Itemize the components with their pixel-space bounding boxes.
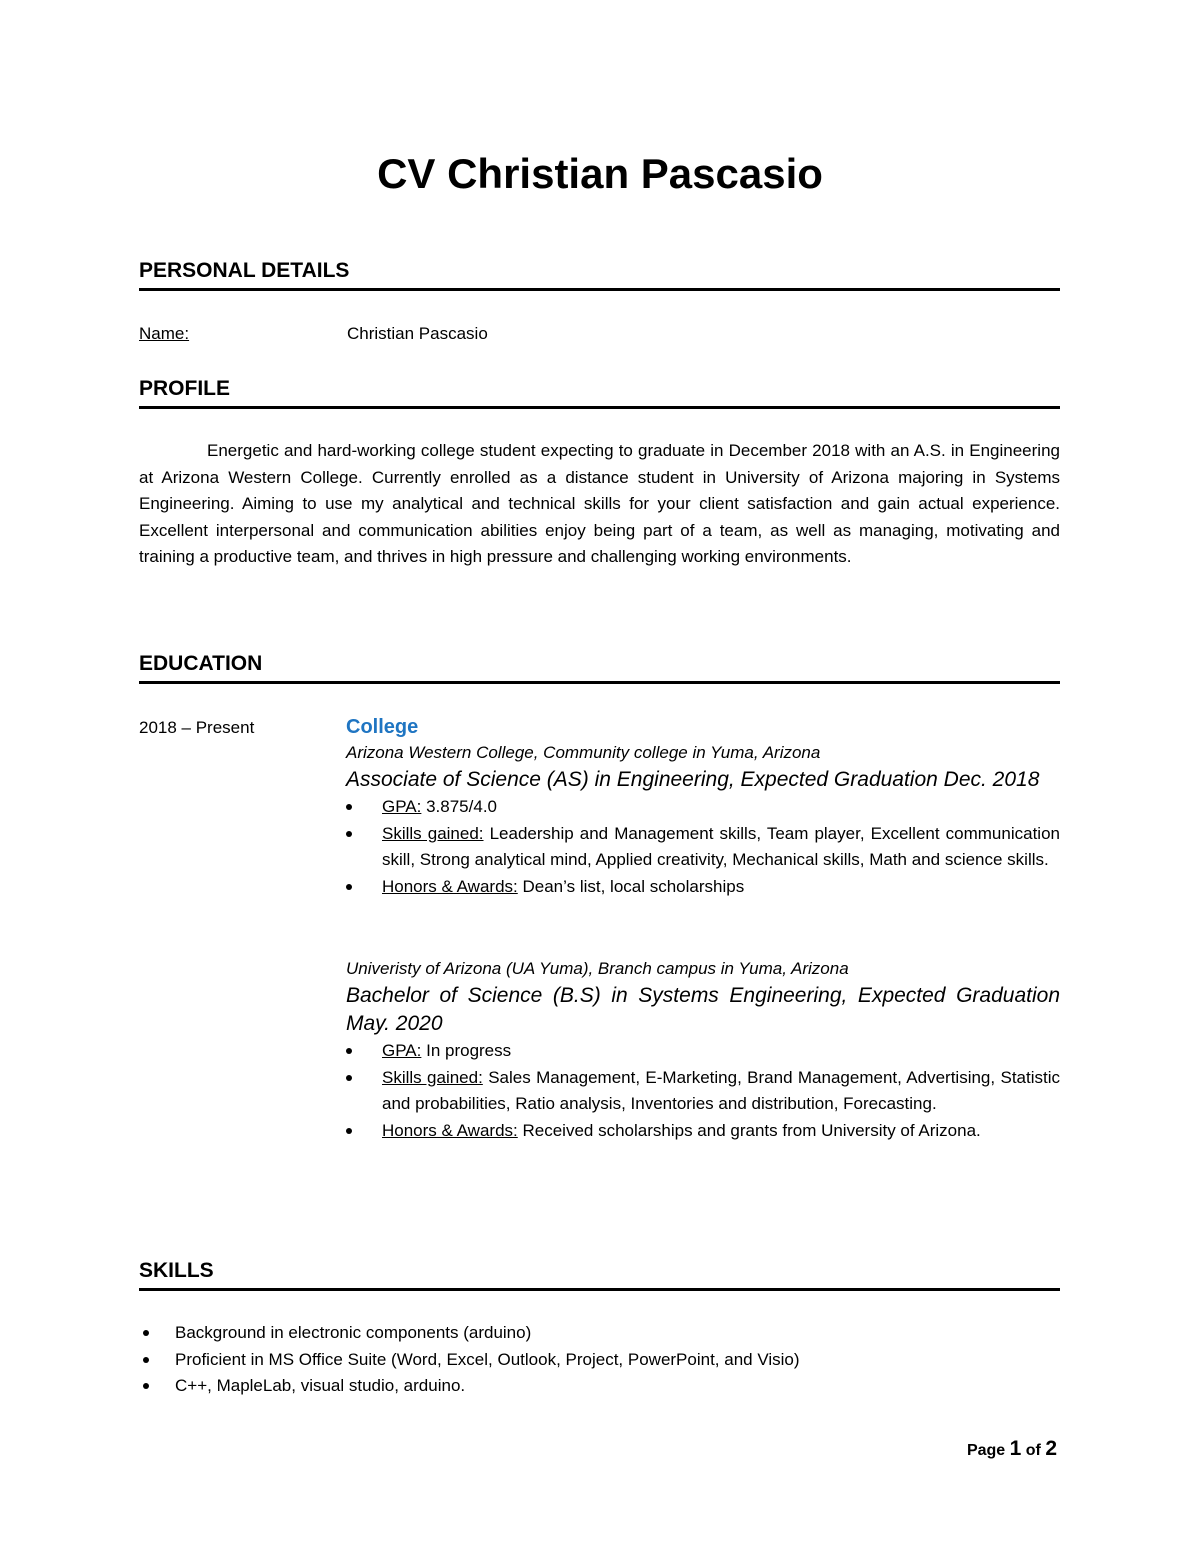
page-number [967,1436,1057,1464]
skills-section [139,1320,1060,1400]
list-item: Background in electronic components (arduino) [139,1320,1060,1347]
page-current: 1 [1009,1437,1022,1460]
list-item [346,1065,1060,1118]
of-word: of [1021,1442,1046,1459]
list-item [346,1118,1060,1145]
list-item [346,1038,1060,1065]
education-label: College [346,716,419,738]
education-date: 2018 – Present [139,718,255,737]
education-degree: Bachelor of Science (B.S) in Systems Engineering, Expected Graduation May. 2020 [346,984,1060,1035]
education-degree: Associate of Science (AS) in Engineering, Expected Graduation Dec. 2018 [346,768,1040,791]
education-details-list [346,1038,1060,1144]
skills-list [139,1320,1060,1400]
gpa-value: 3.875/4.0 [421,797,497,816]
list-item [346,821,1060,874]
honors-label: Honors & Awards: [382,876,518,896]
section-heading-skills: SKILLS [139,1258,1060,1291]
education-institution: Univeristy of Arizona (UA Yuma), Branch campus in Yuma, Arizona [346,959,849,978]
name-label: Name: [139,324,190,343]
name-value: Christian Pascasio [347,324,488,343]
section-heading-personal-details: PERSONAL DETAILS [139,258,1060,291]
education-entry-2 [346,956,1060,1144]
list-item [346,794,1060,821]
name-row [139,323,189,345]
section-heading-profile: PROFILE [139,376,1060,409]
skills-gained-value: Sales Management, E-Marketing, Brand Management, Advertising, Statistic and probabilities, Ratio analysis, Inventories and distribution, Forecasting. [382,1067,1060,1114]
section-heading-education: EDUCATION [139,651,1060,684]
page-total: 2 [1045,1437,1057,1460]
document-title: CV Christian Pascasio [377,150,823,197]
list-item: Proficient in MS Office Suite (Word, Excel, Outlook, Project, PowerPoint, and Visio) [139,1347,1060,1374]
skills-gained-value: Leadership and Management skills, Team player, Excellent communication skill, Strong analytical mind, Applied creativity, Mechanical skills, Math and science skills. [382,823,1060,870]
honors-value: Received scholarships and grants from University of Arizona. [517,1120,981,1140]
education-institution: Arizona Western College, Community college in Yuma, Arizona [346,743,821,762]
list-item [346,874,1060,901]
skills-gained-label: Skills gained: [382,823,484,843]
skills-gained-label: Skills gained: [382,1067,483,1087]
page-word: Page [966,1442,1010,1459]
profile-paragraph: Energetic and hard-working college student expecting to graduate in December 2018 with an A.S. in Engineering at Arizona Western College. Currently enrolled as a distance student in University of Arizona majoring in Systems Engineering. Aiming to use my analytical and technical skills for your client satisfaction and gain actual experience. Excellent interpersonal and communication abilities enjoy being part of a team, as well as managing, motivating and training a productive team, and thrives in high pressure and challenging working environments. [139,441,1060,567]
honors-value: Dean’s list, local scholarships [517,876,745,896]
gpa-label: GPA: [382,1041,422,1060]
list-item: C++, MapleLab, visual studio, arduino. [139,1373,1060,1400]
profile-text [139,438,1060,571]
gpa-label: GPA: [382,797,422,816]
gpa-value: In progress [421,1041,512,1060]
honors-label: Honors & Awards: [382,1120,518,1140]
education-details-list [346,794,1060,900]
education-entry-1 [346,714,1060,900]
